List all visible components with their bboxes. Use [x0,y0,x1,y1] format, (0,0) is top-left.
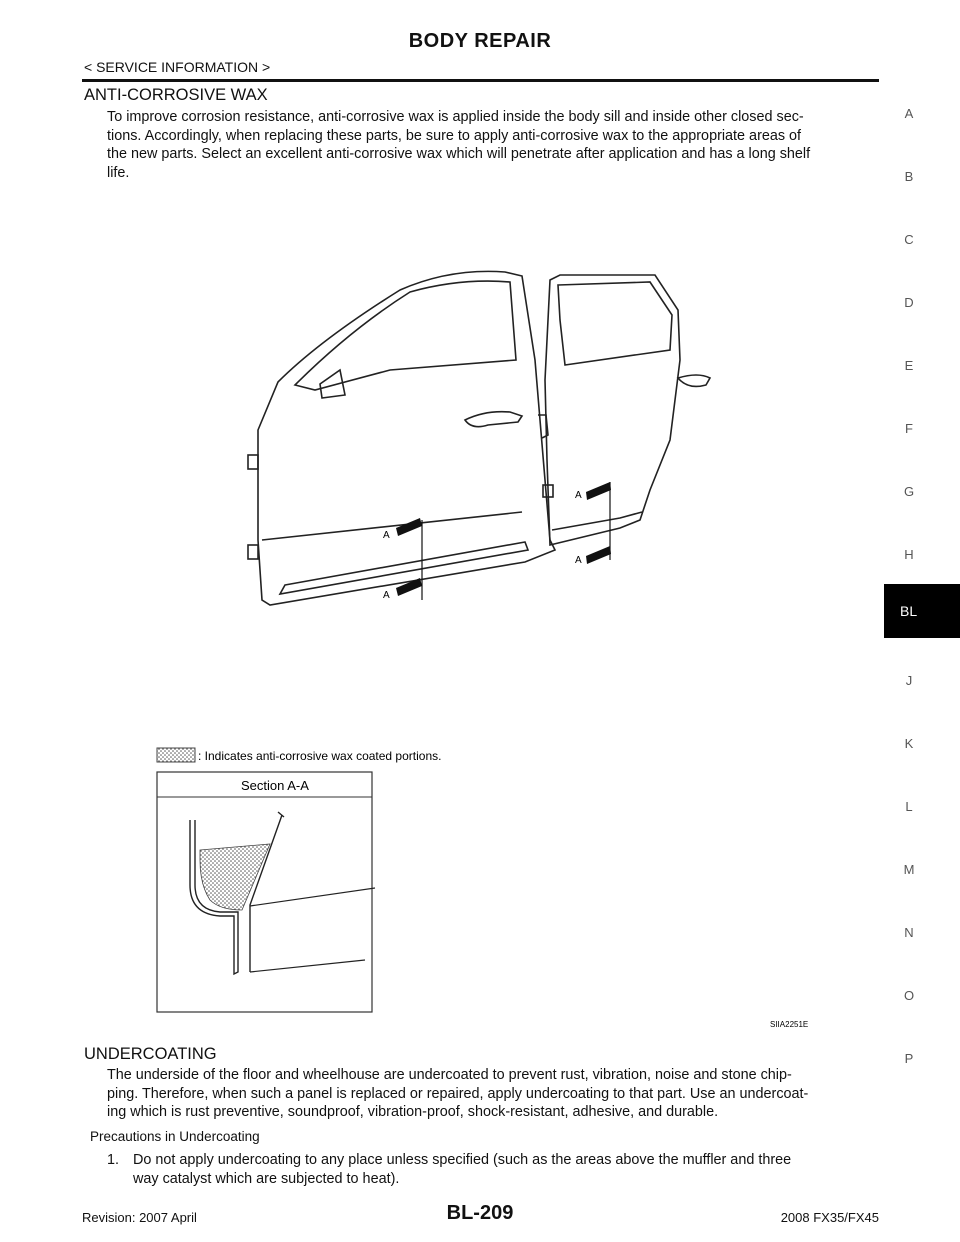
index-tab-m[interactable]: M [903,862,915,877]
legend-text: : Indicates anti-corrosive wax coated portions. [198,749,442,763]
index-tab-c[interactable]: C [904,232,914,247]
door-diagram [150,260,830,1040]
text-line: ing which is rust preventive, soundproof, vibration-proof, shock-resistant, adhesive, and durable. [107,1104,719,1120]
rear-door [538,275,710,545]
arrow-icon [396,518,422,536]
heading-anti-corrosive-wax: ANTI-CORROSIVE WAX [84,86,268,104]
footer-model: 2008 FX35/FX45 [780,1210,879,1225]
section-a-a-panel [157,772,375,1012]
text-line: tions. Accordingly, when replacing these parts, be sure to apply anti-corrosive wax to the appropriate areas of [107,127,802,144]
text-line: life. [107,164,130,181]
header-rule [82,79,879,82]
index-tab-l[interactable]: L [905,799,913,814]
paragraph-undercoating [107,1066,879,1122]
section-a-markers [383,482,611,601]
index-tab-n[interactable]: N [904,925,914,940]
arrow-icon [396,578,422,596]
index-tab-bl-active[interactable]: BL [884,584,960,638]
text-line: The underside of the floor and wheelhouse are undercoated to prevent rust, vibration, noise and stone chip- [107,1067,792,1083]
paragraph-anti-corrosive-wax [107,108,879,182]
marker-label-a: A [383,590,390,601]
page-title: BODY REPAIR [408,30,552,52]
index-tab-b[interactable]: B [904,169,914,184]
index-tab-j[interactable]: J [905,673,913,688]
door-wax-figure [150,260,830,1040]
section-title: Section A-A [241,778,309,793]
legend [157,748,441,763]
index-tab-k[interactable]: K [904,736,914,751]
sub-heading-precautions: Precautions in Undercoating [90,1129,260,1144]
list-text [133,1151,879,1188]
text-line: To improve corrosion resistance, anti-corrosive wax is applied inside the body sill and inside other closed sec- [107,109,804,125]
index-tab-a[interactable]: A [904,106,914,121]
index-tab-o[interactable]: O [903,988,915,1003]
footer-page-number: BL-209 [446,1202,514,1224]
index-tab-p[interactable]: P [904,1051,914,1066]
heading-undercoating: UNDERCOATING [84,1045,217,1063]
list-number: 1. [107,1152,120,1168]
index-tab-g[interactable]: G [903,484,915,499]
marker-label-a: A [383,530,390,541]
text-line: way catalyst which are subjected to heat). [133,1170,400,1187]
arrow-icon [586,482,611,500]
text-line: Do not apply undercoating to any place unless specified (such as the areas above the muffler and three [133,1152,792,1168]
marker-label-a: A [575,490,582,501]
index-tab-f[interactable]: F [905,421,913,436]
text-line: ping. Therefore, when such a panel is replaced or repaired, apply undercoating to that part. Use an undercoat- [107,1085,809,1102]
index-tab-h[interactable]: H [904,547,914,562]
text-line: the new parts. Select an excellent anti-corrosive wax which will penetrate after application and has a long shelf [107,146,811,162]
front-door [248,271,555,605]
legend-swatch-icon [157,748,195,762]
index-tab-d[interactable]: D [904,295,914,310]
index-tab-e[interactable]: E [904,358,914,373]
arrow-icon [586,546,611,564]
section-breadcrumb: < SERVICE INFORMATION > [84,59,271,75]
figure-code: SIIA2251E [770,1020,809,1029]
footer-revision: Revision: 2007 April [82,1210,197,1225]
marker-label-a: A [575,555,582,566]
